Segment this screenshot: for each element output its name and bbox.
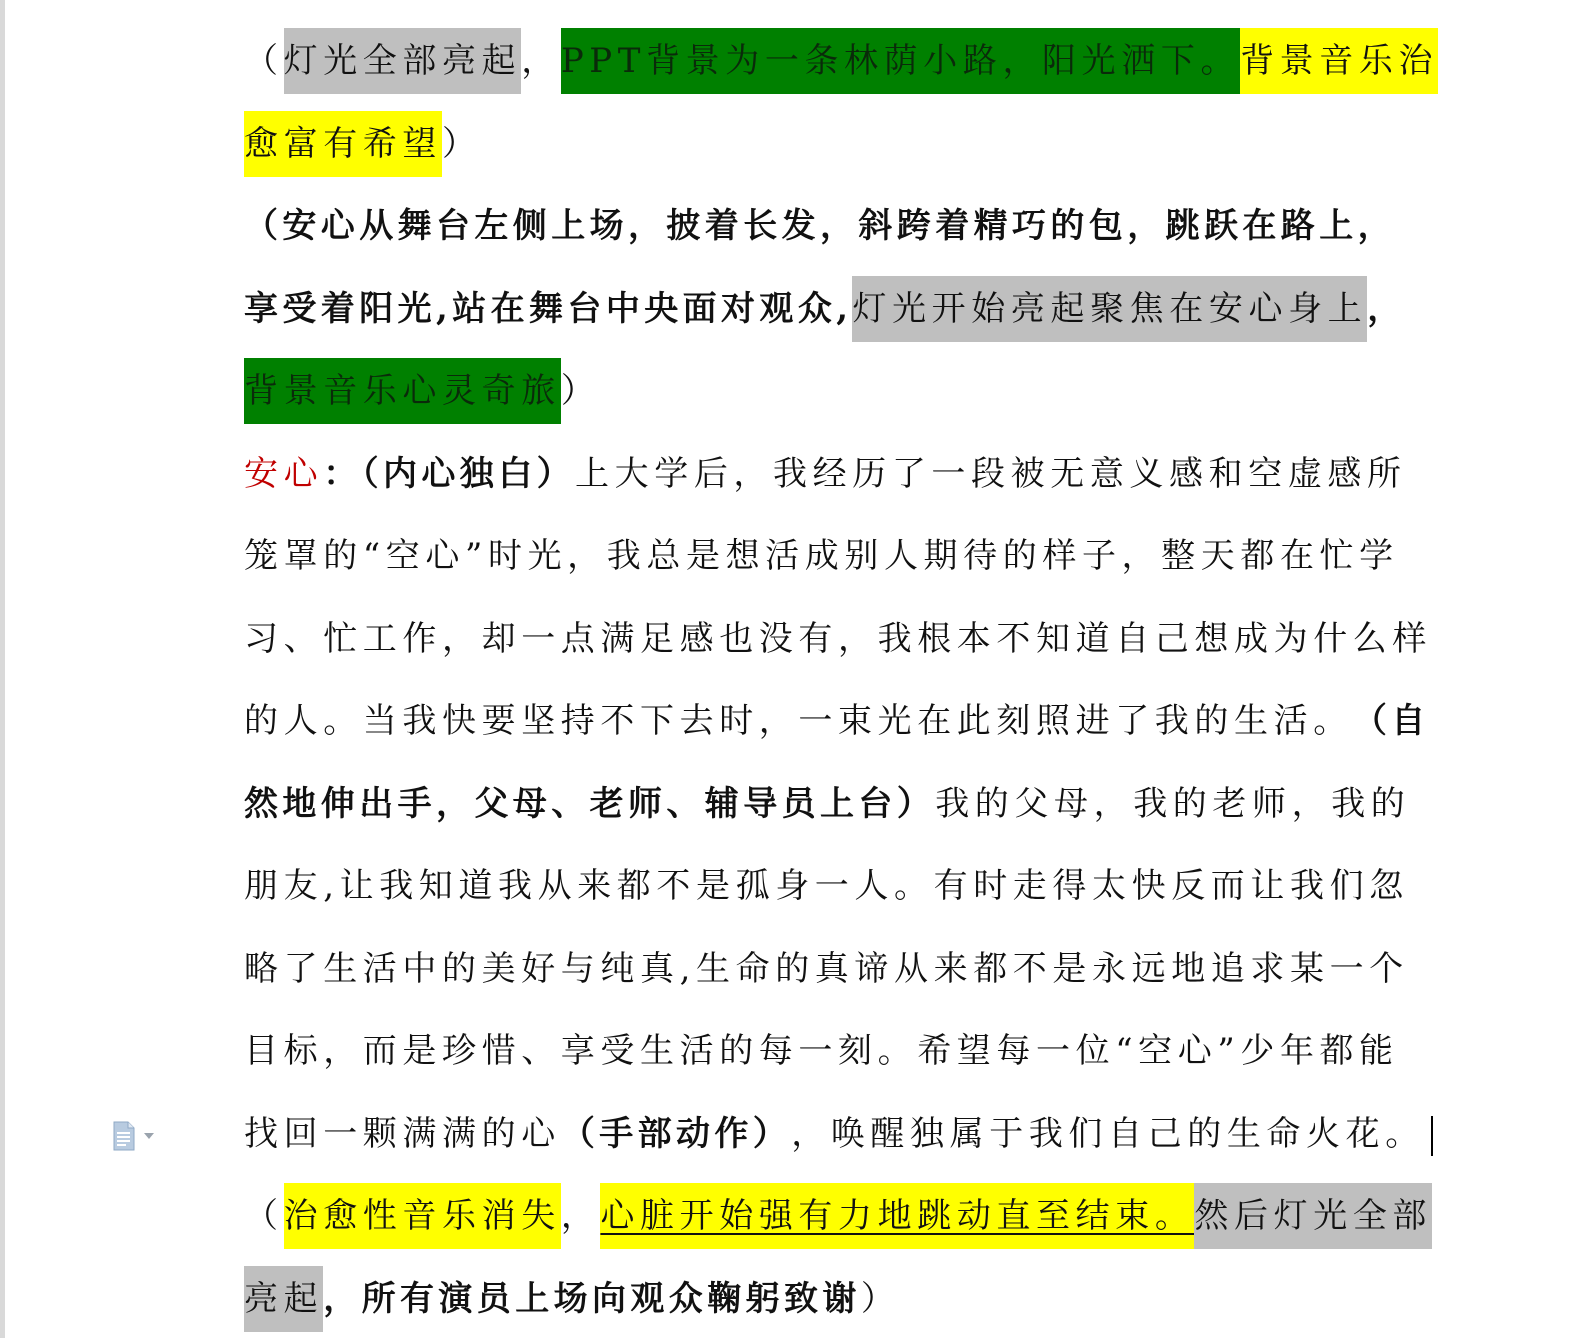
text-run: 我的父母，我的老师，我的 [935,763,1410,845]
text-line [244,1010,1338,1093]
text-run: 找回一颗满满的心 [244,1093,561,1175]
text-run: 然地伸出手，父母、老师、辅导员上台） [244,763,935,845]
text-line [244,680,1338,763]
text-run: ） [442,103,482,185]
paragraph-layout-icon [112,1121,136,1151]
text-line [244,928,1338,1011]
text-line [244,268,1338,351]
text-run: 心脏开始强有力地跳动直至结束。 [600,1183,1194,1249]
text-run: 目标，而是珍惜、享受生活的每一刻。希望每一位“空心”少年都能 [244,1010,1399,1092]
text-run: 治愈性音乐消失 [284,1183,561,1249]
text-run: 笼罩的“空心”时光，我总是想活成别人期待的样子，整天都在忙学 [244,515,1399,597]
text-run: 略了生活中的美好与纯真,生命的真谛从来都不是永远地追求某一个 [244,928,1409,1010]
text-run: 亮起 [244,1266,323,1332]
text-run: ， [521,20,561,102]
text-run: （ [244,1175,284,1257]
text-line [244,763,1338,846]
text-run: ，唤醒独属于我们自己的生命火花。 [791,1093,1425,1175]
text-line [244,103,1338,186]
text-run: 习、忙工作，却一点满足感也没有，我根本不知道自己想成为什么样 [244,598,1432,680]
text-run: （自 [1353,680,1430,762]
text-line [244,20,1338,103]
text-run: 上大学后，我经历了一段被无意义感和空虚感所 [575,433,1407,515]
text-line [244,845,1338,928]
text-run: 朋友,让我知道我从来都不是孤身一人。有时走得太快反而让我们忽 [244,845,1409,927]
text-line [244,515,1338,598]
text-run: （ [244,20,284,102]
text-run: ） [561,350,601,432]
text-run: 灯光全部亮起 [284,28,522,94]
window-left-edge [0,0,5,1338]
text-line [244,1175,1338,1258]
paragraph-options-control[interactable] [112,1120,160,1152]
text-run: ：（内心独白） [323,433,575,515]
text-run: ， [1367,268,1405,350]
text-run: 背景音乐心灵奇旅 [244,358,561,424]
text-run: ） [861,1258,901,1340]
text-run: （手部动作） [561,1093,791,1175]
text-line [244,1258,1338,1340]
text-run: 的人。当我快要坚持不下去时，一束光在此刻照进了我的生活。 [244,680,1353,762]
text-line [244,433,1338,516]
text-run: 背景音乐治 [1240,28,1438,94]
document-body[interactable] [244,20,1338,1340]
text-run: 安心 [244,433,323,515]
text-line [244,185,1338,268]
text-run: 然后灯光全部 [1194,1183,1432,1249]
chevron-down-icon[interactable] [144,1133,154,1139]
text-run: 享受着阳光,站在舞台中央面对观众, [244,268,852,350]
text-line [244,598,1338,681]
text-run: （安心从舞台左侧上场，披着长发，斜跨着精巧的包，跳跃在路上， [244,185,1396,267]
text-line [244,350,1338,433]
text-run: 愈富有希望 [244,111,442,177]
text-run: ，所有演员上场向观众鞠躬致谢 [323,1258,861,1340]
text-run: 灯光开始亮起聚焦在安心身上 [852,276,1367,342]
text-run: ， [561,1175,601,1257]
text-line [244,1093,1338,1176]
text-cursor [1431,1116,1433,1156]
text-run: PPT背景为一条林荫小路，阳光洒下。 [561,28,1240,94]
